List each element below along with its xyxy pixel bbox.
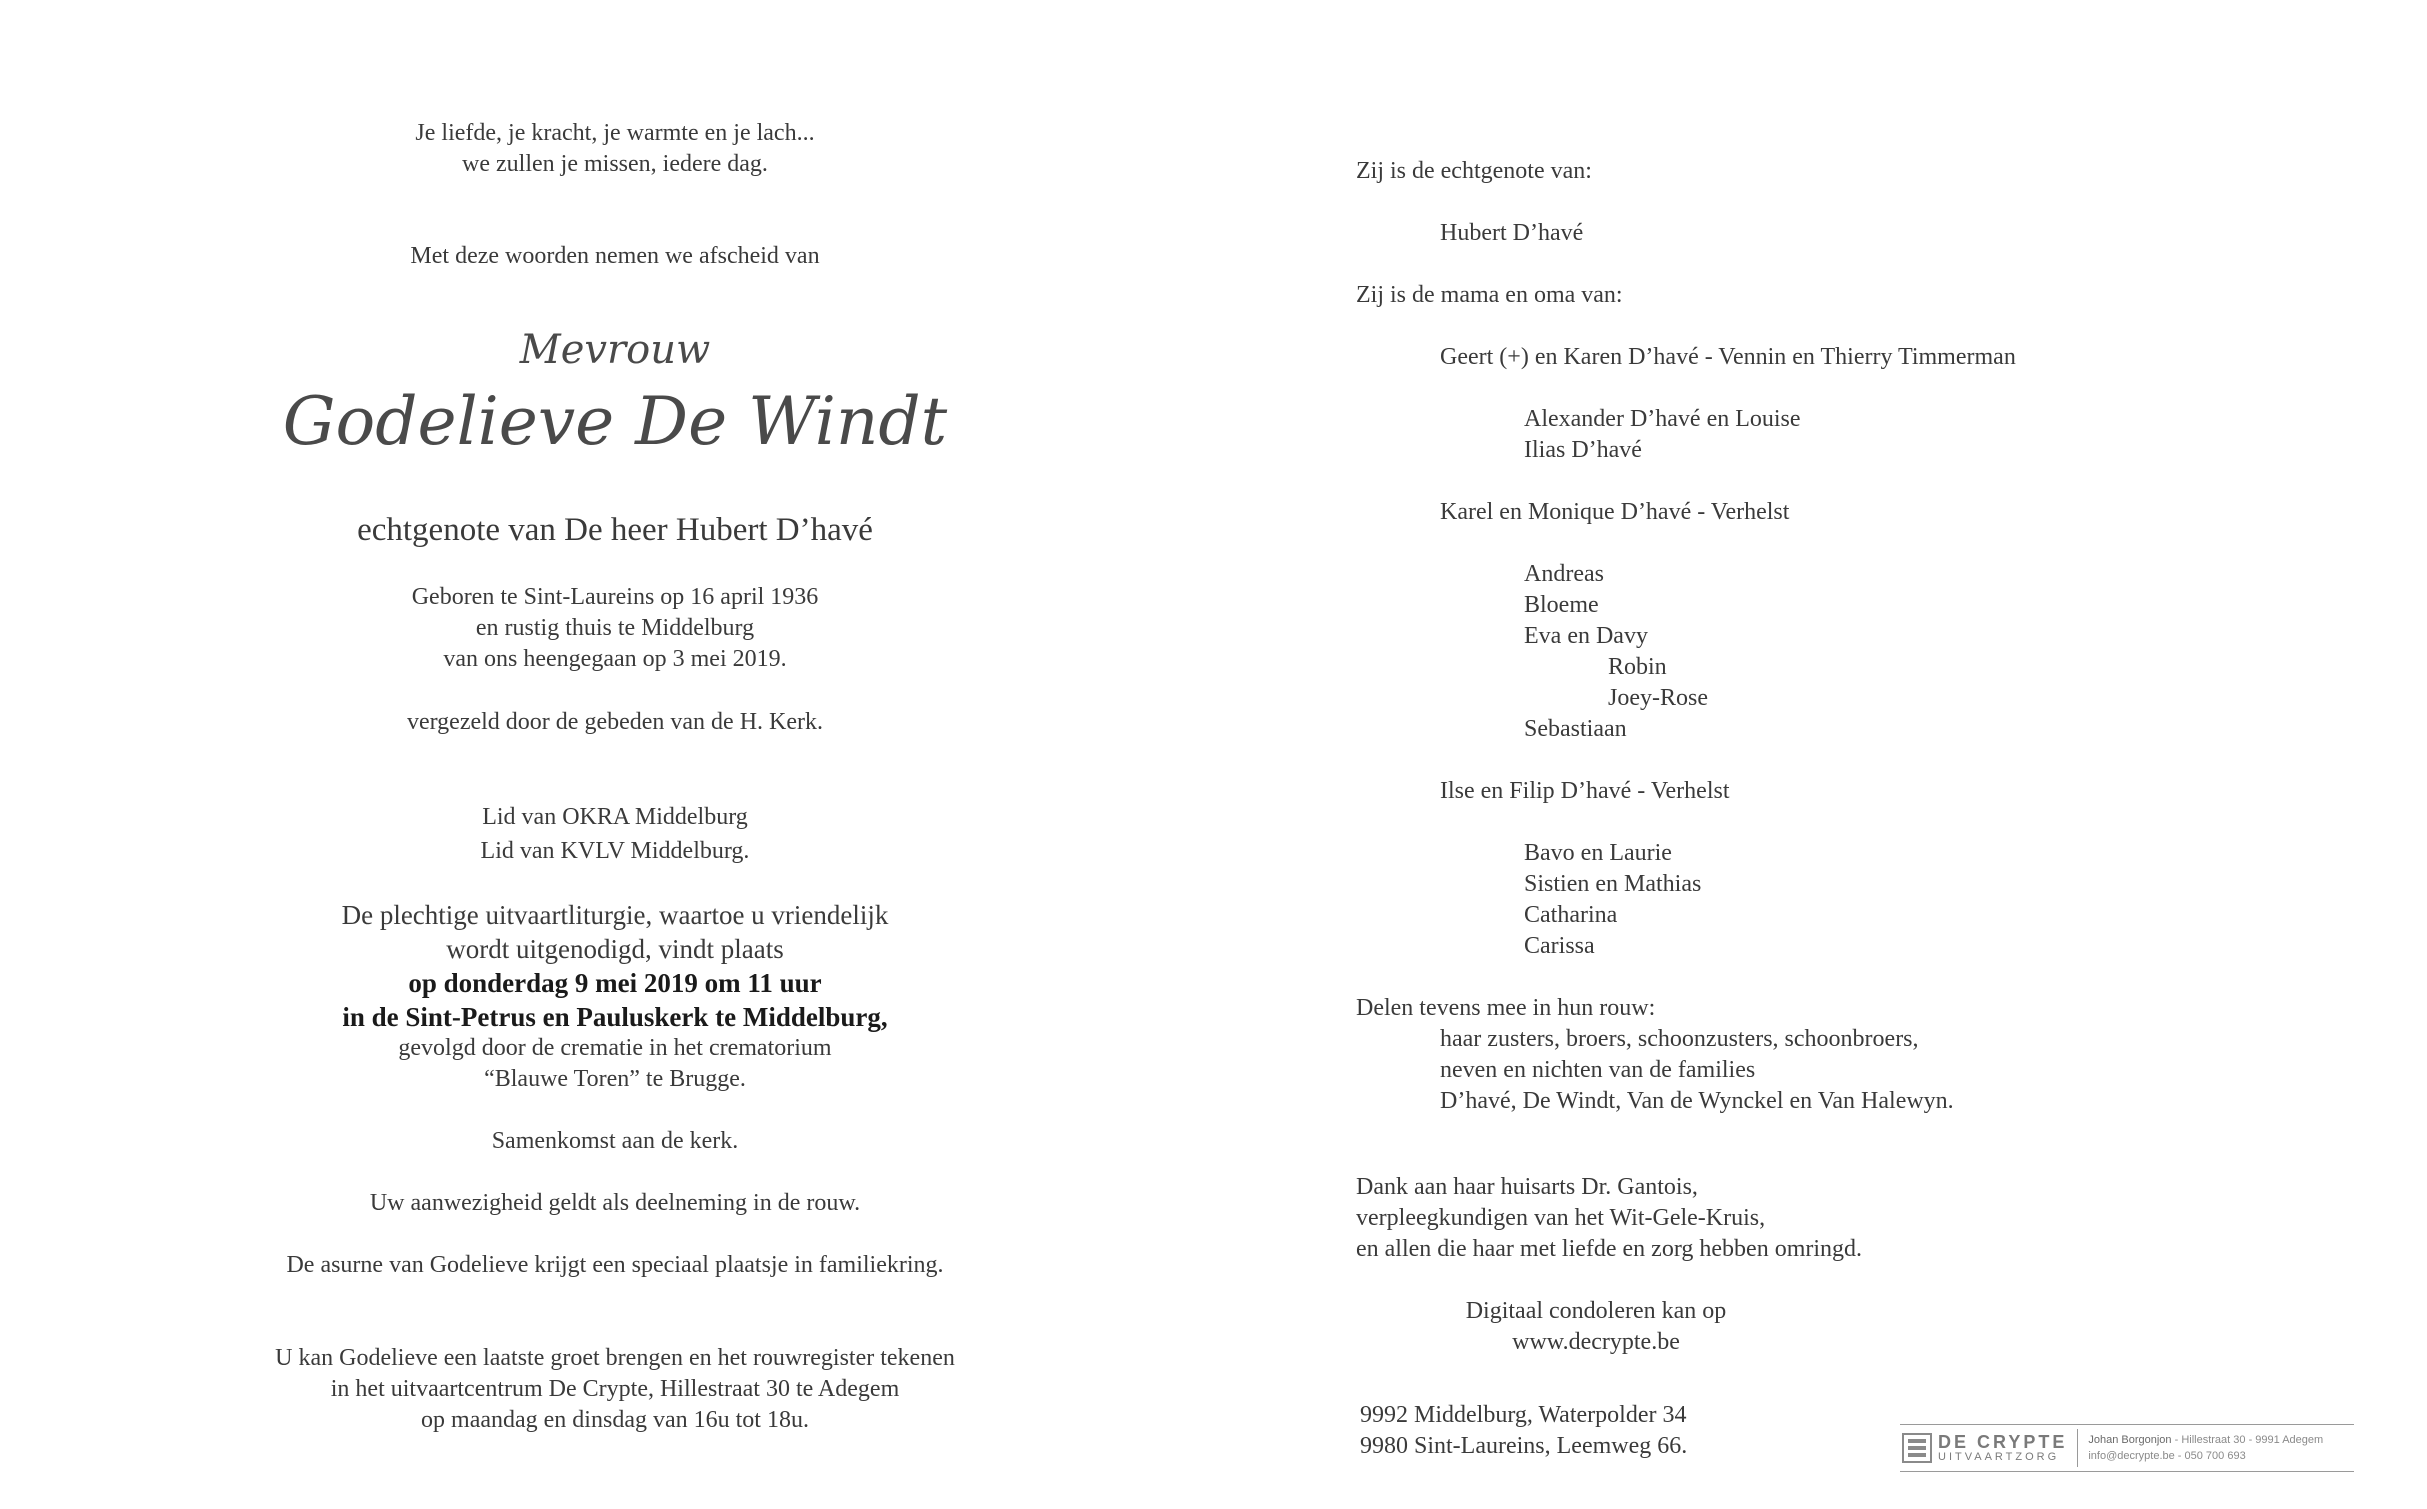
- deceased-name: Godelieve De Windt: [282, 383, 948, 460]
- family-2: Karel en Monique D’havé - Verhelst: [1440, 499, 1790, 525]
- subtitle: echtgenote van De heer Hubert D’havé: [357, 512, 873, 548]
- visit-info: U kan Godelieve een laatste groet brengen en het rouwregister tekenen in het uitvaartcentrum De Crypte, Hillestraat 30 te Adegem op maandag en dinsdag van 16u tot 18u.: [275, 1345, 955, 1433]
- ceremony: De plechtige uitvaartliturgie, waartoe u vriendelijk wordt uitgenodigd, vindt plaats op donderdag 9 mei 2019 om 11 uur in de Sint-Petrus en Pauluskerk te Middelburg,: [341, 900, 889, 1032]
- thanks: Dank aan haar huisarts Dr. Gantois, verpleegkundigen van het Wit-Gele-Kruis, en allen die haar met liefde en zorg hebben omringd.: [1356, 1174, 1863, 1262]
- gathering: Samenkomst aan de kerk.: [491, 1128, 739, 1154]
- crypt-logo-icon: [1902, 1433, 1932, 1463]
- share-label: Delen tevens mee in hun rouw:: [1356, 995, 1656, 1021]
- logo-contact: Johan Borgonjon - Hillestraat 30 - 9991 Adegem info@decrypte.be - 050 700 693: [2088, 1434, 2324, 1462]
- family-1: Geert (+) en Karen D’havé - Vennin en Thierry Timmerman: [1440, 344, 2016, 370]
- intro-text: Met deze woorden nemen we afscheid van: [410, 243, 820, 269]
- spouse-label: Zij is de echtgenote van:: [1356, 158, 1592, 184]
- salutation: Mevrouw: [519, 327, 711, 373]
- cremation: gevolgd door de crematie in het crematorium “Blauwe Toren” te Brugge.: [398, 1035, 832, 1092]
- family-list: Zij is de echtgenote van: Hubert D’havé Zij is de mama en oma van: Geert (+) en Karen D’havé - Vennin en Thierry Timmerman Alexander D’havé en Louise Ilias D’havé Karel en Monique D’havé - Verhelst Andreas Bloeme Eva en Davy Robin Joey-Rose Sebastiaan Ilse en Filip D’havé - Verhelst Bavo en Laurie Sistien en Mathias Catharina Carissa Delen tevens mee in hun rouw: haar zusters, broers, schoonzusters, schoonbroers, neven en nichten van de families D’havé, De Windt, Van de Wynckel en Van Halewyn.: [1356, 156, 2356, 1117]
- logo-text: DE CRYPTE UITVAARTZORG: [1938, 1432, 2068, 1463]
- addresses: 9992 Middelburg, Waterpolder 34 9980 Sint-Laureins, Leemweg 66.: [1360, 1402, 1688, 1459]
- urn-text: De asurne van Godelieve krijgt een speciaal plaatsje in familiekring.: [286, 1252, 944, 1278]
- memberships: Lid van OKRA Middelburg Lid van KVLV Middelburg.: [480, 804, 750, 864]
- poem: Je liefde, je kracht, je warmte en je lach... we zullen je missen, iedere dag.: [415, 120, 815, 177]
- condolence: Digitaal condoleren kan op www.decrypte.be: [1356, 1296, 1836, 1358]
- logo-divider: [2077, 1429, 2078, 1467]
- family-3: Ilse en Filip D’havé - Verhelst: [1440, 778, 1730, 804]
- children-label: Zij is de mama en oma van:: [1356, 282, 1623, 308]
- birth-details: Geboren te Sint-Laureins op 16 april 1936 en rustig thuis te Middelburg van ons heengegaan op 3 mei 2019.: [411, 584, 819, 672]
- church-text: vergezeld door de gebeden van de H. Kerk.: [406, 709, 824, 735]
- spouse-name: Hubert D’havé: [1440, 220, 1584, 246]
- funeral-home-logo: [1900, 1424, 2354, 1472]
- condolence-link[interactable]: www.decrypte.be: [1512, 1329, 1680, 1355]
- presence: Uw aanwezigheid geldt als deelneming in de rouw.: [369, 1190, 861, 1216]
